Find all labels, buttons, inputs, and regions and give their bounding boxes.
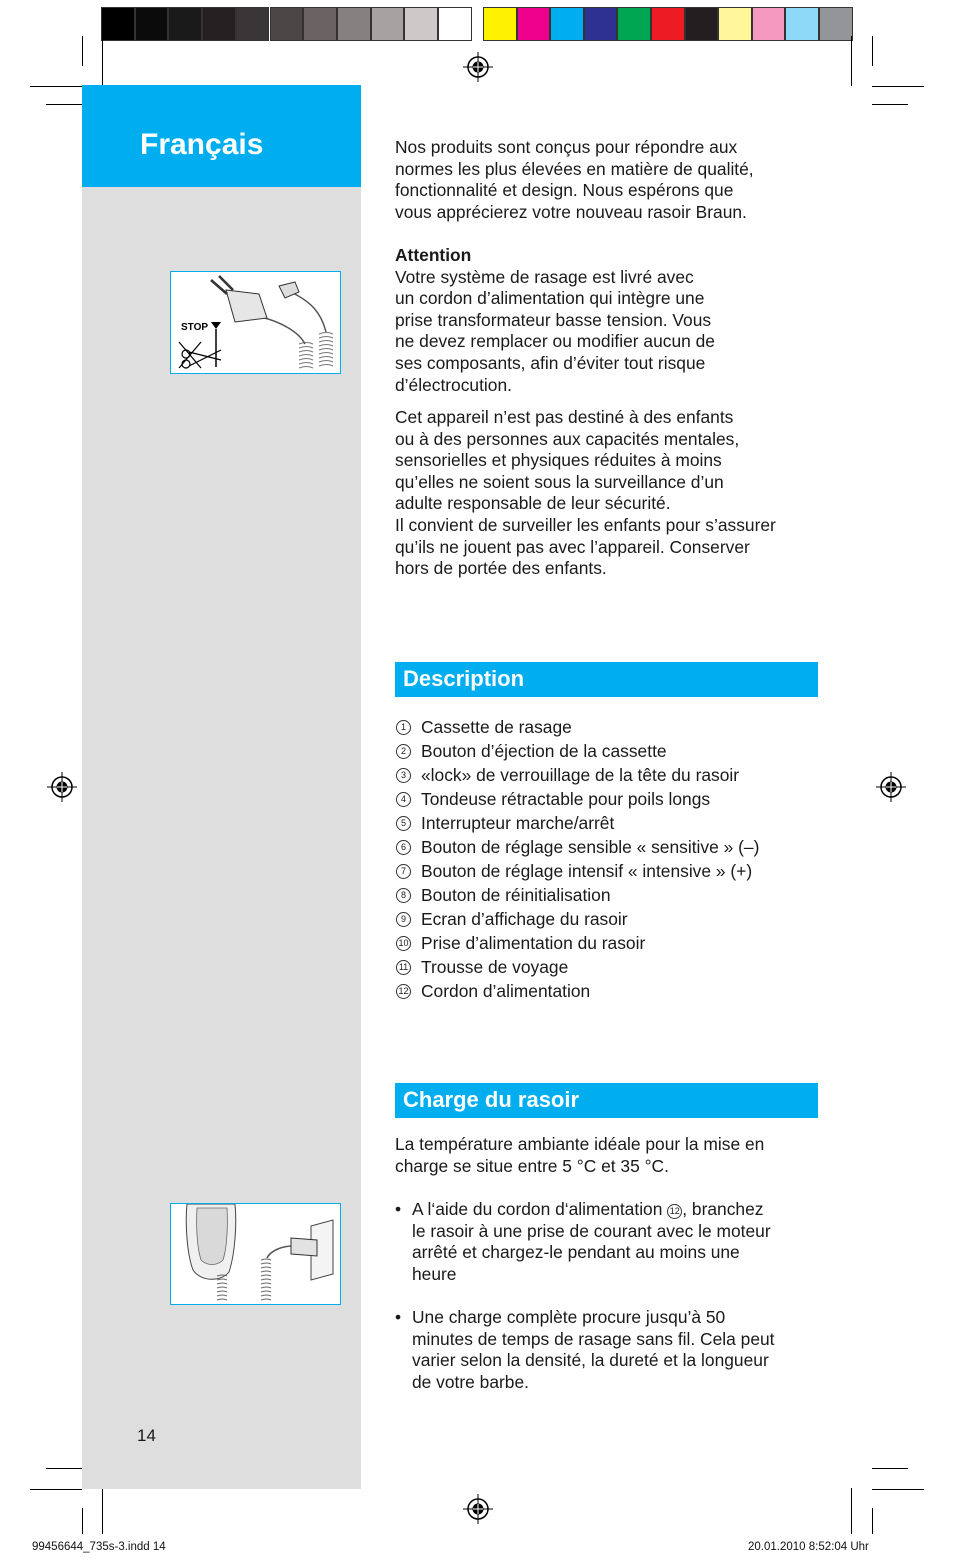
footer-file: 99456644_735s-3.indd 14 [32, 1541, 166, 1553]
color-swatch [550, 7, 584, 41]
list-item [395, 955, 759, 979]
intro-line: fonctionnalité et design. Nous espérons que [395, 180, 734, 201]
intro-line: vous apprécierez votre nouveau rasoir Braun. [395, 201, 747, 222]
color-swatch [135, 7, 169, 41]
registration-mark-right [876, 772, 906, 802]
bullet-line: de votre barbe. [412, 1371, 529, 1392]
item-label: Cordon d’alimentation [421, 981, 591, 1001]
charge-heading: Charge du rasoir [395, 1083, 818, 1118]
color-swatch [270, 7, 304, 41]
bullet-line: heure [412, 1263, 457, 1284]
children-line: sensorielles et physiques réduites à moins [395, 450, 722, 471]
item-number: 8 [396, 888, 411, 903]
list-item [395, 979, 759, 1003]
color-swatch [718, 7, 752, 41]
color-swatch [202, 7, 236, 41]
item-label: «lock» de verrouillage de la tête du rasoir [421, 765, 740, 785]
color-swatch [303, 7, 337, 41]
intro-line: Nos produits sont conçus pour répondre aux [395, 137, 738, 157]
attention-line: ses composants, afin d’éviter tout risque [395, 352, 706, 373]
color-swatch [404, 7, 438, 41]
bullet-line: varier selon la densité, la dureté et la longueur [412, 1350, 769, 1371]
color-swatch [685, 7, 719, 41]
figure-plug-warning [170, 271, 341, 374]
list-item [395, 859, 759, 883]
children-line: ou à des personnes aux capacités mentales, [395, 428, 740, 449]
item-label: Bouton d’éjection de la cassette [421, 741, 667, 761]
children-line: hors de portée des enfants. [395, 558, 607, 579]
list-item [395, 811, 759, 835]
color-swatch [438, 7, 472, 41]
plug-illustration [171, 272, 339, 372]
bullet-line: le rasoir à une prise de courant avec le moteur [412, 1220, 771, 1241]
item-number: 12 [396, 984, 411, 999]
description-heading: Description [395, 662, 818, 697]
list-item [395, 739, 759, 763]
item-number: 2 [396, 744, 411, 759]
item-number: 3 [396, 768, 411, 783]
item-number: 7 [396, 864, 411, 879]
bullet-line: arrêté et chargez-le pendant au moins une [412, 1242, 740, 1263]
color-swatch [617, 7, 651, 41]
attention-line: ne devez remplacer ou modifier aucun de [395, 331, 715, 352]
item-label: Bouton de réglage intensif « intensive » (+) [421, 861, 753, 881]
list-item [395, 763, 759, 787]
attention-paragraph [395, 245, 715, 396]
color-swatch [168, 7, 202, 41]
registration-mark-bottom [463, 1494, 493, 1524]
charge-intro [395, 1134, 764, 1177]
list-item [395, 787, 759, 811]
list-item [395, 883, 759, 907]
color-swatch [337, 7, 371, 41]
color-swatch [236, 7, 270, 41]
item-number: 4 [396, 792, 411, 807]
list-item [395, 715, 759, 739]
item-label: Cassette de rasage [421, 717, 572, 737]
figure-charging [170, 1203, 341, 1305]
item-number: 12 [667, 1204, 682, 1219]
item-label: Tondeuse rétractable pour poils longs [421, 789, 711, 809]
color-swatch [483, 7, 517, 41]
item-number: 11 [396, 960, 411, 975]
children-line: qu’ils ne jouent pas avec l’appareil. Conserver [395, 536, 750, 557]
attention-line: Votre système de rasage est livré avec [395, 266, 694, 287]
page-title: Français [140, 128, 264, 161]
footer-date: 20.01.2010 8:52:04 Uhr [748, 1541, 869, 1553]
intro-line: normes les plus élevées en matière de qualité, [395, 158, 754, 179]
item-label: Bouton de réglage sensible « sensitive » (–) [421, 837, 760, 857]
color-swatch [101, 7, 135, 41]
color-swatch [584, 7, 618, 41]
item-label: Ecran d’affichage du rasoir [421, 909, 628, 929]
bullet-symbol: • [395, 1199, 402, 1219]
registration-mark-top [463, 52, 493, 82]
list-item [395, 907, 759, 931]
item-label: Trousse de voyage [421, 957, 569, 977]
children-line: adulte responsable de leur sécurité. [395, 493, 671, 514]
list-item [395, 931, 759, 955]
bullet-text: A l‘aide du cordon d‘alimentation [412, 1199, 668, 1219]
attention-line: d’électrocution. [395, 374, 512, 395]
color-swatch [752, 7, 786, 41]
charge-bullet-1 [395, 1199, 825, 1285]
bullet-symbol: • [395, 1307, 402, 1327]
color-swatch [371, 7, 405, 41]
children-line: Il convient de surveiller les enfants pour s’assurer [395, 514, 776, 535]
item-number: 5 [396, 816, 411, 831]
stop-label: STOP [181, 322, 209, 333]
color-swatch [517, 7, 551, 41]
color-swatch [819, 7, 853, 41]
item-number: 1 [396, 720, 411, 735]
attention-line: prise transformateur basse tension. Vous [395, 309, 712, 330]
children-line: qu’elles ne soient sous la surveillance d’un [395, 471, 724, 492]
color-swatch [651, 7, 685, 41]
page-number: 14 [137, 1426, 156, 1445]
intro-paragraph [395, 137, 754, 223]
registration-mark-left [47, 772, 77, 802]
bullet-line: minutes de temps de rasage sans fil. Cela peut [412, 1328, 775, 1349]
item-number: 10 [396, 936, 411, 951]
children-warning-paragraph [395, 407, 776, 580]
color-swatch [785, 7, 819, 41]
attention-heading: Attention [395, 245, 472, 265]
charge-bullet-2 [395, 1307, 825, 1393]
charge-intro-line: charge se situe entre 5 °C et 35 °C. [395, 1155, 669, 1176]
attention-line: un cordon d’alimentation qui intègre une [395, 288, 705, 309]
item-label: Prise d’alimentation du rasoir [421, 933, 646, 953]
children-line: Cet appareil n’est pas destiné à des enfants [395, 407, 734, 427]
bullet-text: , branchez [682, 1199, 764, 1219]
charge-intro-line: La température ambiante idéale pour la mise en [395, 1134, 765, 1154]
item-label: Bouton de réinitialisation [421, 885, 611, 905]
bullet-line: Une charge complète procure jusqu’à 50 [412, 1307, 726, 1327]
list-item [395, 835, 759, 859]
charging-illustration [171, 1204, 339, 1303]
item-label: Interrupteur marche/arrêt [421, 813, 615, 833]
item-number: 9 [396, 912, 411, 927]
item-number: 6 [396, 840, 411, 855]
description-list [395, 715, 759, 1003]
